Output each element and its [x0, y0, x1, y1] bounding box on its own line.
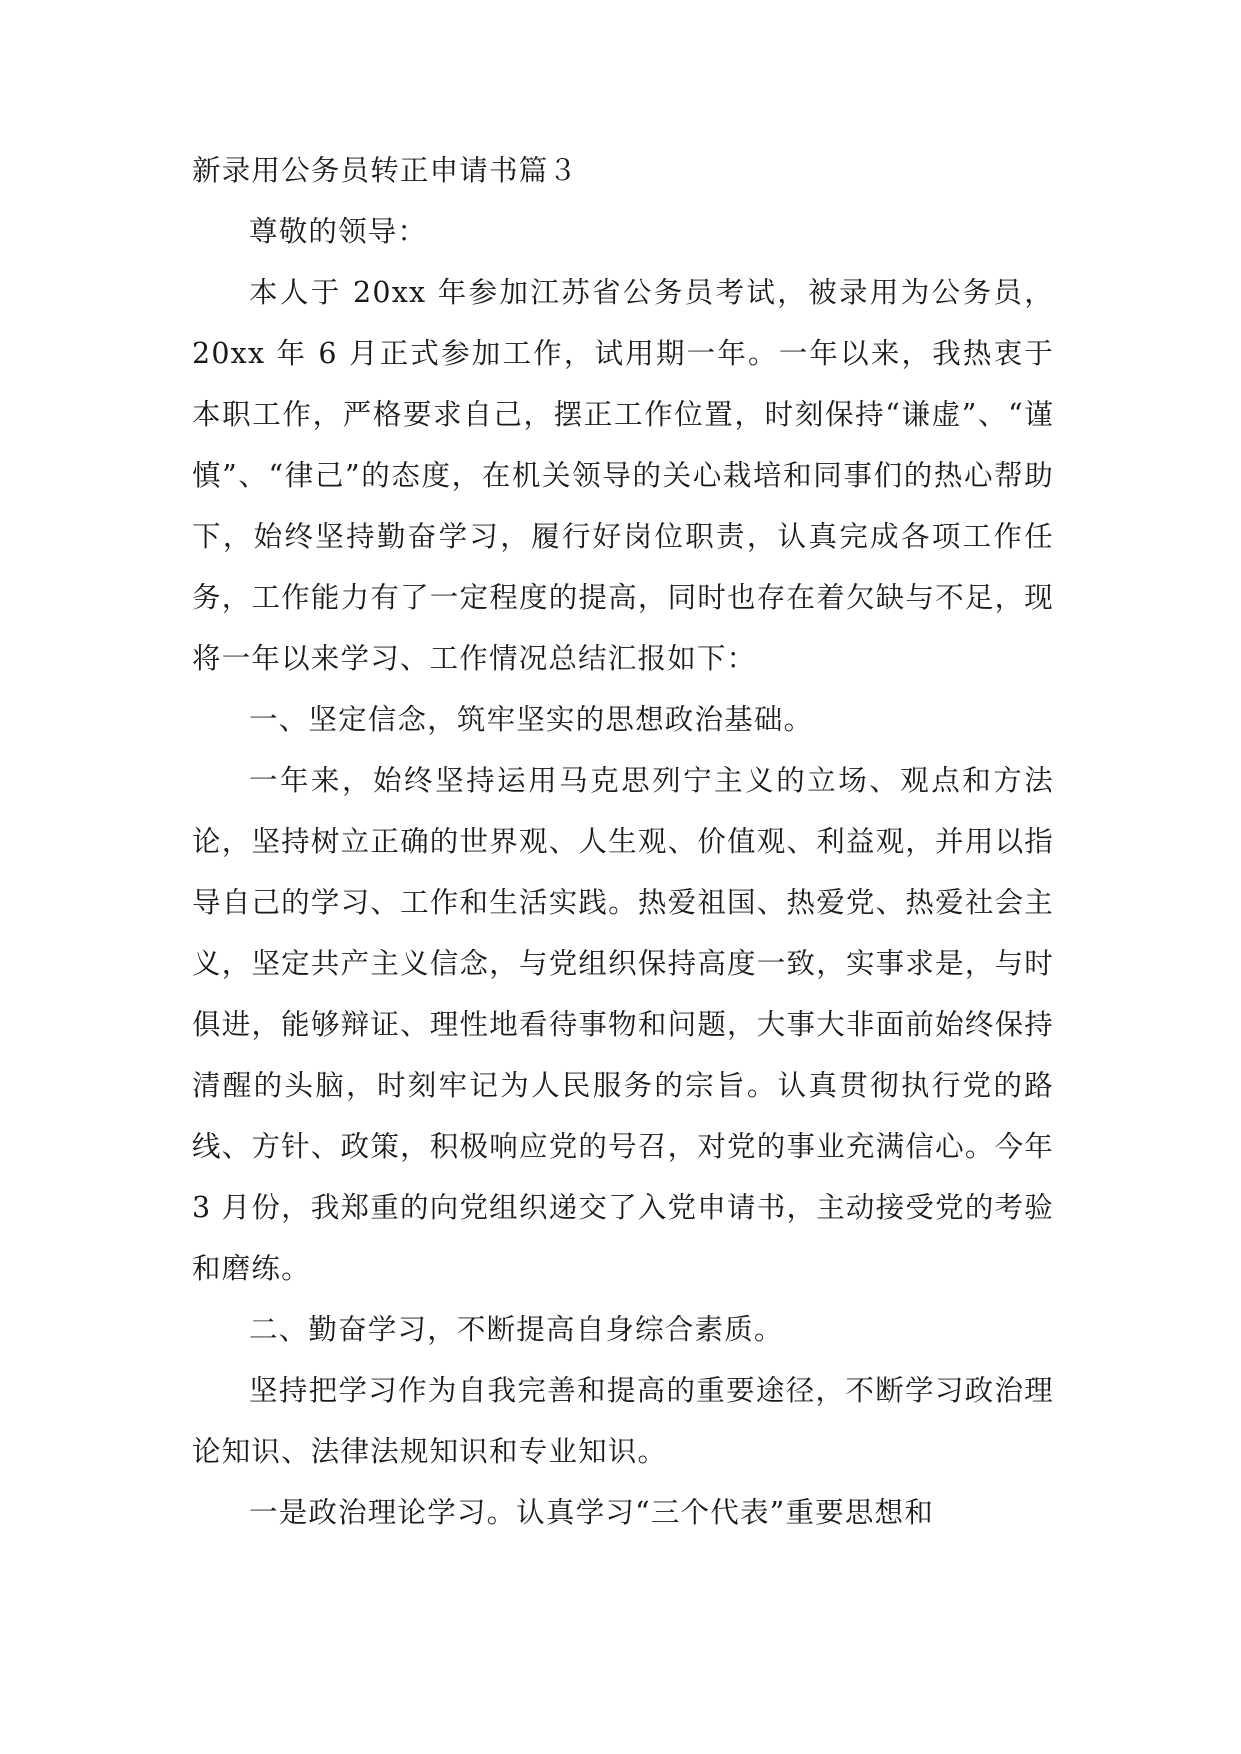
paragraph-section-1: 一年来，始终坚持运用马克思列宁主义的立场、观点和方法论，坚持树立正确的世界观、人生观、价值观、利益观，并用以指导自己的学习、工作和生活实践。热爱祖国、热爱党、热爱社会主义，坚定共产主义信念，与党组织保持高度一致，实事求是，与时俱进，能够辩证、理性地看待事物和问题，大事大非面前始终保持清醒的头脑，时刻牢记为人民服务的宗旨。认真贯彻执行党的路线、方针、政策，积极响应党的号召，对党的事业充满信心。今年 3 月份，我郑重的向党组织递交了入党申请书，主动接受党的考验和磨练。 [192, 764, 1054, 1285]
salutation: 尊敬的领导： [249, 215, 428, 248]
paragraph-intro: 本人于 20xx 年参加江苏省公务员考试，被录用为公务员，20xx 年 6 月正式参加工作，试用期一年。一年以来，我热衷于本职工作，严格要求自己，摆正工作位置，时刻保持“谦虚”、“谨慎”、“律己”的态度，在机关领导的关心栽培和同事们的热心帮助下，始终坚持勤奋学习，履行好岗位职责，认真完成各项工作任务，工作能力有了一定程度的提高，同时也存在着欠缺与不足，现将一年以来学习、工作情况总结汇报如下： [192, 276, 1054, 675]
paragraph-political-study: 一是政治理论学习。认真学习“三个代表”重要思想和 [249, 1496, 934, 1529]
paragraph-section-2: 坚持把学习作为自我完善和提高的重要途径，不断学习政治理论知识、法律法规知识和专业知识。 [192, 1374, 1054, 1468]
section-heading-1: 一、坚定信念，筑牢坚实的思想政治基础。 [249, 703, 814, 736]
document-title: 新录用公务员转正申请书篇３ [192, 154, 579, 187]
document-page [192, 140, 1054, 1543]
section-heading-2: 二、勤奋学习，不断提高自身综合素质。 [249, 1313, 784, 1346]
